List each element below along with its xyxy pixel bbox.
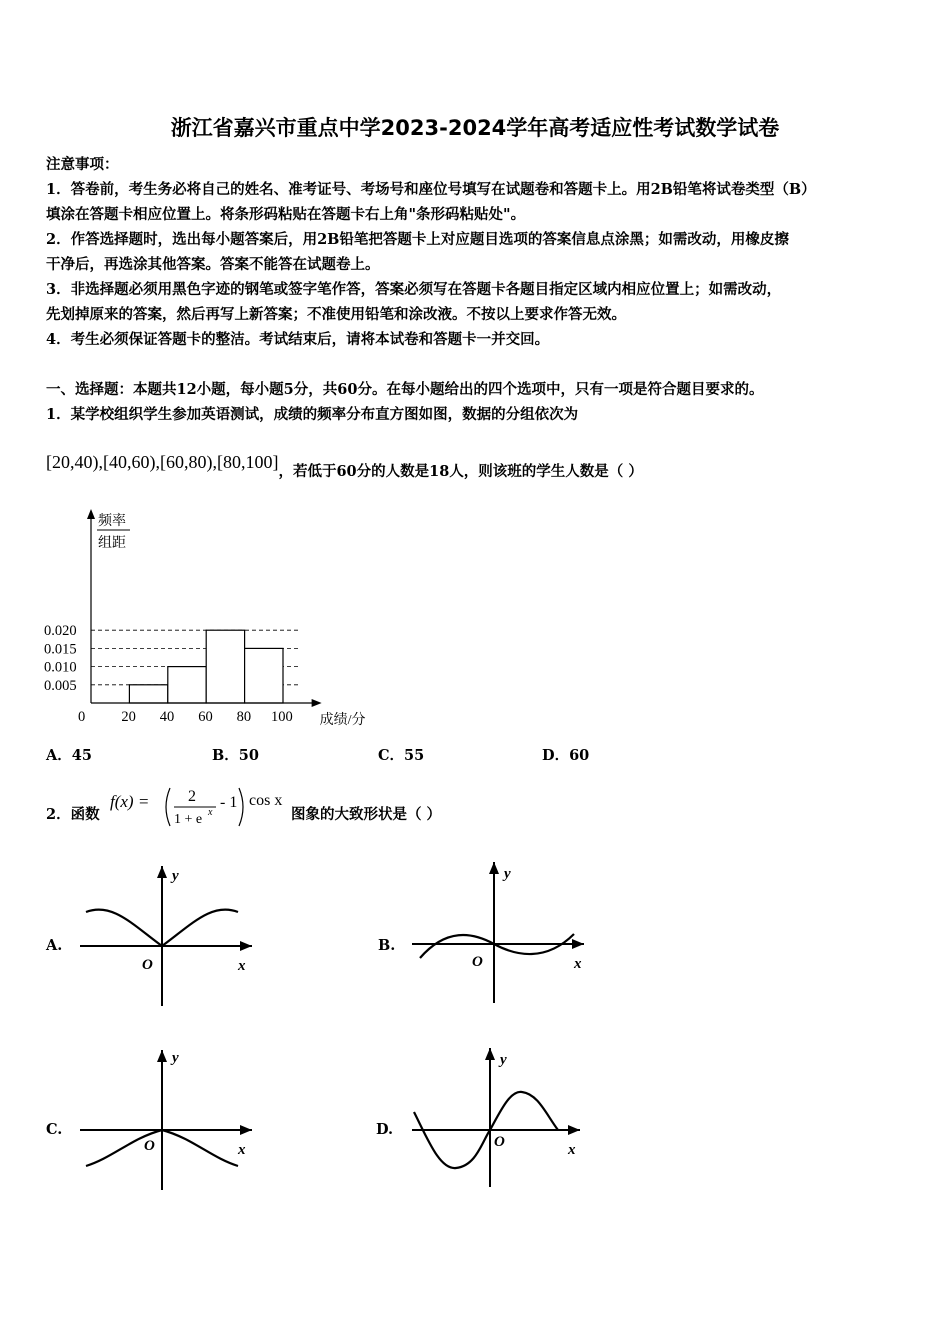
notice-line-3: 2．作答选择题时，选出每小题答案后，用2B铅笔把答题卡上对应题目选项的答案信息点涂黑；如需改动，用橡皮擦: [46, 231, 789, 248]
x-axis-arrow: [312, 699, 322, 707]
x-arrow: [568, 1125, 580, 1135]
graph-c: [72, 1042, 272, 1192]
y-label: y: [172, 1050, 179, 1066]
histogram-chart: [40, 505, 440, 735]
q2-suffix: 图象的大致形状是（ ）: [291, 806, 442, 823]
y-tick-label: 0.010: [44, 659, 77, 676]
y-label: y: [172, 868, 179, 884]
formula-lhs: f(x) =: [110, 792, 150, 811]
q2-prefix: 2．函数: [46, 806, 100, 823]
y-tick-label: 0.005: [44, 677, 77, 694]
histogram-bar: [129, 685, 167, 703]
q1-option-c[interactable]: C．55: [378, 747, 425, 764]
origin-label: O: [144, 1138, 155, 1154]
notice-heading: 注意事项：: [46, 156, 119, 173]
x-tick-label: 20: [121, 709, 136, 725]
y-label: y: [500, 1052, 507, 1068]
histogram-bar: [168, 667, 206, 703]
x-label: x: [238, 958, 246, 974]
q1-stem: 1．某学校组织学生参加英语测试，成绩的频率分布直方图如图，数据的分组依次为: [46, 406, 579, 423]
y-arrow: [157, 866, 167, 878]
y-arrow: [485, 1048, 495, 1060]
x-tick-label: 80: [236, 709, 252, 725]
q1-option-d[interactable]: D．60: [542, 747, 590, 764]
histogram-bar: [245, 648, 283, 703]
notice-line-6: 先划掉原来的答案，然后再写上新答案；不准使用铅笔和涂改液。不按以上要求作答无效。: [46, 306, 626, 323]
y-tick-label: 0.015: [44, 641, 77, 658]
y-tick-label: 0.020: [44, 623, 77, 640]
x-tick-label: 40: [159, 709, 175, 725]
cos-term: cos x: [249, 792, 283, 809]
q1-stem-2: [46, 452, 906, 480]
q2-formula: [108, 783, 293, 833]
graph-a: [72, 858, 272, 1008]
histogram-bar: [206, 630, 244, 703]
graph-d: [406, 1042, 606, 1192]
q2-option-b[interactable]: B.: [378, 937, 396, 954]
x-arrow: [572, 939, 584, 949]
frac-exponent: x: [208, 807, 213, 818]
y-arrow: [489, 862, 499, 874]
y-arrow: [157, 1050, 167, 1062]
notice-line-4: 干净后，再选涂其他答案。答案不能答在试题卷上。: [46, 256, 380, 273]
q2-option-a[interactable]: A.: [46, 937, 63, 954]
notice-line-7: 4．考生必须保证答题卡的整洁。考试结束后，请将本试卷和答题卡一并交回。: [46, 331, 550, 348]
curve-b: [420, 934, 574, 958]
notice-line-5: 3．非选择题必须用黑色字迹的钢笔或签字笔作答，答案必须写在答题卡各题目指定区域内相应位置上；如需改动，: [46, 281, 782, 298]
origin-label: O: [142, 957, 153, 973]
ylabel-top: 频率: [98, 514, 126, 529]
y-label: y: [504, 866, 511, 882]
x-tick-label: 100: [271, 709, 293, 725]
x-label: x: [574, 956, 582, 972]
q2-option-d[interactable]: D.: [376, 1121, 394, 1138]
q1-stem-tail: ，若低于60分的人数是18人，则该班的学生人数是（ ）: [278, 463, 643, 480]
x-tick-label: 60: [198, 709, 213, 725]
xlabel: 成绩/分: [319, 713, 366, 728]
frac-numerator: 2: [188, 788, 196, 805]
frac-denominator: 1 + e: [174, 812, 203, 827]
q2-option-c[interactable]: C.: [46, 1121, 63, 1138]
x-arrow: [240, 941, 252, 951]
minus-one: - 1: [220, 794, 238, 811]
x-arrow: [240, 1125, 252, 1135]
graph-b: [406, 858, 606, 1008]
notice-line-2: 填涂在答题卡相应位置上。将条形码粘贴在答题卡右上角"条形码粘贴处"。: [46, 206, 526, 223]
q1-option-b[interactable]: B．50: [212, 747, 259, 764]
ylabel-bottom: 组距: [98, 536, 126, 551]
q1-intervals: [20,40),[40,60),[60,80),[80,100]: [46, 452, 279, 472]
y-axis-arrow: [87, 509, 95, 519]
left-paren: [166, 788, 170, 826]
right-paren: [239, 788, 243, 826]
x-tick-label: 0: [78, 709, 86, 725]
x-label: x: [568, 1142, 576, 1158]
q1-option-a[interactable]: A．45: [46, 747, 92, 764]
page-title: 浙江省嘉兴市重点中学2023-2024学年高考适应性考试数学试卷: [170, 116, 780, 140]
x-label: x: [238, 1142, 246, 1158]
origin-label: O: [472, 954, 483, 970]
notice-line-1: 1．答卷前，考生务必将自己的姓名、准考证号、考场号和座位号填写在试题卷和答题卡上。用2B铅笔将试卷类型（B）: [46, 181, 816, 198]
section-heading: 一、选择题：本题共12小题，每小题5分，共60分。在每小题给出的四个选项中，只有一项是符合题目要求的。: [46, 381, 764, 398]
origin-label: O: [494, 1134, 505, 1150]
